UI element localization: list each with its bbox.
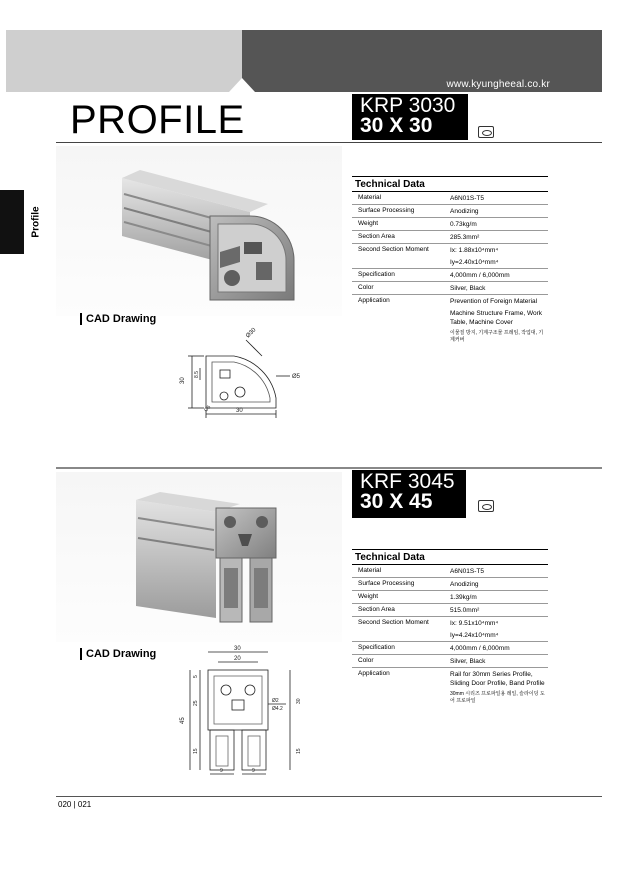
technical-data-table (352, 549, 548, 706)
technical-data-title: Technical Data (352, 176, 548, 192)
side-tab-marker (0, 190, 24, 254)
dim-label: 30 (236, 408, 243, 414)
table-row: Weight 1.39kg/m (352, 591, 548, 604)
table-row: Iy=2.40x10⁴mm⁴ (352, 256, 548, 269)
dim-label: 20 (234, 656, 241, 662)
dim-label: Ø30 (245, 327, 258, 340)
table-row: Machine Structure Frame, Work Table, Machine Cover (450, 310, 542, 326)
cad-drawing-label: CAD Drawing (80, 313, 156, 325)
table-row: Surface Processing Anodizing (352, 205, 548, 218)
dim-label: 45 (180, 717, 186, 724)
dim-label: 30 (234, 646, 241, 652)
table-row: Color Silver, Black (352, 282, 548, 295)
side-tab-label: Profile (30, 206, 42, 238)
model-code: KRF 3045 (360, 470, 455, 493)
model-badge-krp3030 (352, 94, 468, 140)
table-row: Specification 4,000mm / 6,000mm (352, 269, 548, 282)
section-divider (56, 142, 602, 143)
product-render-krp3030 (100, 150, 330, 310)
table-row: 30mm 시리즈 프로파일용 레일, 슬라이딩 도어 프로파일 (450, 691, 545, 704)
dim-label: Ø2 (272, 698, 279, 704)
table-row: Application Rail for 30mm Series Profile, Sliding Door Profile, Band Profile (358, 670, 545, 687)
model-size: 30 X 45 (360, 490, 433, 513)
section-divider (56, 467, 602, 469)
website-link[interactable]: www.kyungheeal.co.kr (446, 79, 550, 90)
table-row: Specification 4,000mm / 6,000mm (352, 642, 548, 655)
table-row: Second Section Moment Ix: 9.51x10⁴mm⁴ (358, 619, 499, 627)
technical-data-title: Technical Data (352, 549, 548, 565)
table-row: Material A6N01S-T5 (352, 565, 548, 578)
table-row: Weight 0.73kg/m (352, 218, 548, 231)
dim-label: 15 (296, 748, 302, 754)
technical-data-table (352, 176, 548, 345)
dim-label: 8.5 (194, 371, 200, 378)
cad-drawing-krf3045 (166, 642, 322, 778)
table-row: Section Area 515.0mm² (352, 604, 548, 617)
dim-label: 9 (252, 768, 255, 774)
dim-label: 15 (193, 748, 199, 754)
dim-label: Ø5 (203, 404, 213, 414)
dim-label: 30 (180, 377, 186, 384)
header-band-left (6, 30, 242, 92)
header-notch (229, 78, 255, 92)
page-number: 020 | 021 (58, 800, 92, 809)
page-title: PROFILE (70, 98, 245, 142)
footer-divider (56, 796, 602, 797)
cad-drawing-krp3030 (176, 320, 306, 420)
table-row: Section Area 285.3mm² (352, 231, 548, 244)
package-icon (478, 500, 494, 512)
table-row: Application Prevention of Foreign Material (358, 297, 538, 305)
table-row: Surface Processing Anodizing (352, 578, 548, 591)
table-row: Second Section Moment Ix: 1.88x10⁴mm⁴ (358, 246, 499, 254)
dim-label: 9 (220, 768, 223, 774)
package-icon (478, 126, 494, 138)
dim-label: 25 (193, 700, 199, 706)
dim-label: 5 (193, 675, 199, 678)
model-size: 30 X 30 (360, 114, 433, 137)
table-row: 이물질 방지, 기계구조물 프레임, 작업대, 기계커버 (450, 330, 544, 343)
model-badge-krf3045 (352, 470, 466, 518)
product-render-krf3045 (120, 478, 320, 638)
dim-label: Ø5 (292, 374, 301, 380)
dim-label: Ø4.2 (272, 706, 283, 712)
table-row: Iy=4.24x10⁴mm⁴ (352, 629, 548, 642)
cad-drawing-label: CAD Drawing (80, 648, 156, 660)
table-row: Material A6N01S-T5 (352, 192, 548, 205)
model-code: KRP 3030 (360, 94, 456, 117)
dim-label: 30 (296, 698, 302, 704)
table-row: Color Silver, Black (352, 655, 548, 668)
